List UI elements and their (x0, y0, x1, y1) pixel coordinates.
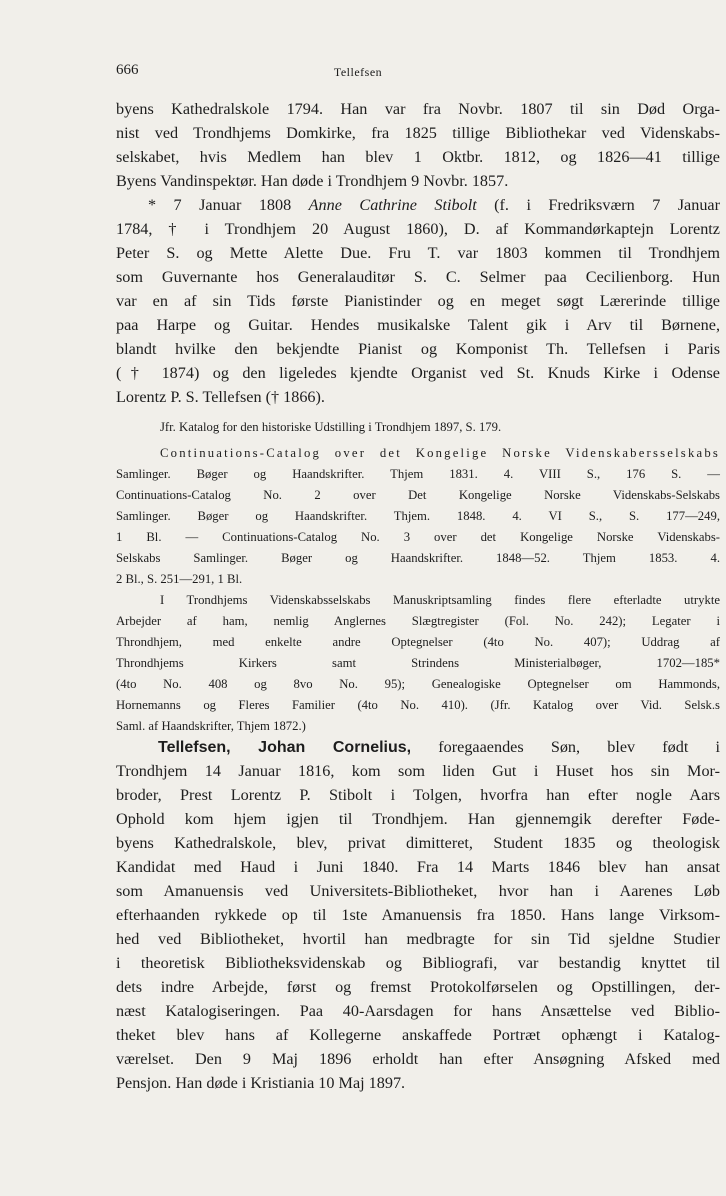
reference-line: Arbejder af ham, nemlig Anglernes Slægtregister (Fol. No. 242); Legater i (116, 614, 720, 628)
reference-line: Continuations-Catalog No. 2 over Det Kongelige Norske Videnskabs-Selskabs (116, 488, 720, 502)
text-line: nist ved Trondhjems Domkirke, fra 1825 tillige Bibliothekar ved Videnskabs- (116, 124, 720, 142)
entry-heading: Tellefsen, Johan Cornelius, (158, 739, 412, 756)
text-line: som Guvernante hos Generalauditør S. C. Selmer paa Cecilienborg. Hun (116, 268, 720, 286)
reference-line: Throndhjem, med enkelte andre Optegnelser (4to No. 407); Uddrag af (116, 635, 720, 649)
text-line: som Amanuensis ved Universitets-Bibliotheket, hvor han i Aarenes Løb (116, 882, 720, 900)
reference-line: I Trondhjems Videnskabsselskabs Manuskriptsamling findes flere efterladte utrykte (160, 593, 720, 607)
reference-line: Hornemanns og Fleres Familier (4to No. 410). (Jfr. Katalog over Vid. Selsk.s (116, 698, 720, 712)
text-line: Lorentz P. S. Tellefsen († 1866). (116, 388, 325, 406)
text-line: i theoretisk Bibliotheksvidenskab og Bibliografi, var bestandig knyttet til (116, 954, 720, 972)
text-line: Byens Vandinspektør. Han døde i Trondhjem 9 Novbr. 1857. (116, 172, 509, 190)
reference-line: Samlinger. Bøger og Haandskrifter. Thjem 1831. 4. VIII S., 176 S. — (116, 467, 720, 481)
text-line: byens Kathedralskole, blev, privat dimitteret, Student 1835 og theologisk (116, 834, 720, 852)
reference-line: 2 Bl., S. 251—291, 1 Bl. (116, 572, 243, 586)
reference-line: Jfr. Katalog for den historiske Udstilling i Trondhjem 1897, S. 179. (160, 420, 502, 434)
text-line: paa Harpe og Guitar. Hendes musikalske Talent gik i Arv til Børnene, (116, 316, 720, 334)
text-line: dets indre Arbejde, først og fremst Protokolførselen og Opstillingen, der- (116, 978, 720, 996)
page-number: 666 (116, 62, 139, 78)
text-line: blandt hvilke den bekjendte Pianist og Komponist Th. Tellefsen i Paris (116, 340, 720, 358)
text-line: selskabet, hvis Medlem han blev 1 Oktbr. 1812, og 1826—41 tillige (116, 148, 720, 166)
reference-line: 1 Bl. — Continuations-Catalog No. 3 over det Kongelige Norske Videnskabs- (116, 530, 720, 544)
text-line: Ophold kom hjem igjen til Trondhjem. Han gjennemgik derefter Føde- (116, 810, 720, 828)
text-line: Kandidat med Haud i Juni 1840. Fra 14 Marts 1846 blev han ansat (116, 858, 720, 876)
reference-line: Samlinger. Bøger og Haandskrifter. Thjem. 1848. 4. VI S., S. 177—249, (116, 509, 720, 523)
text-line: theket blev hans af Kollegerne anskaffede Portræt ophængt i Katalog- (116, 1026, 720, 1044)
entry-first-line (158, 738, 720, 757)
reference-line: Continuations-Catalog over det Kongelige Norske Videnskabersselskabs (160, 446, 720, 460)
footnote-marker-text: * 7 Januar 1808 (148, 196, 309, 214)
text-line: Peter S. og Mette Alette Due. Fru T. var 1803 kommen til Trondhjem (116, 244, 720, 262)
text-line (148, 196, 720, 215)
text-line: broder, Prest Lorentz P. Stibolt i Tolgen, hvorfra han efter nogle Aars (116, 786, 720, 804)
text-line: efterhaanden rykkede op til 1ste Amanuensis fra 1850. Hans lange Virksom- (116, 906, 720, 924)
text-line: Trondhjem 14 Januar 1816, kom som liden Gut i Huset hos sin Mor- (116, 762, 720, 780)
text-line: var en af sin Tids første Pianistinder og en meget søgt Lærerinde tillige (116, 292, 720, 310)
text-line: Pensjon. Han døde i Kristiania 10 Maj 1897. (116, 1074, 406, 1092)
text-line: hed ved Bibliotheket, hvortil han medbragte for sin Tid sjeldne Studier (116, 930, 720, 948)
text-line: næst Katalogiseringen. Paa 40-Aarsdagen for hans Ansættelse ved Biblio- (116, 1002, 720, 1020)
reference-line: (4to No. 408 og 8vo No. 95); Genealogiske Optegnelser om Hammonds, (116, 677, 720, 691)
reference-line: Throndhjems Kirkers samt Strindens Ministerialbøger, 1702—185* (116, 656, 720, 670)
page-header (116, 62, 600, 86)
text-line: værelset. Den 9 Maj 1896 erholdt han efter Ansøgning Afsked med (116, 1050, 720, 1068)
text-line: († 1874) og den ligeledes kjendte Organist ved St. Knuds Kirke i Odense (116, 364, 720, 382)
text-span: (f. i Fredriksværn 7 Januar (476, 196, 720, 214)
person-name: Anne Cathrine Stibolt (308, 196, 477, 214)
text-line: byens Kathedralskole 1794. Han var fra Novbr. 1807 til sin Død Orga- (116, 100, 720, 118)
reference-line: Selskabs Samlinger. Bøger og Haandskrifter. 1848—52. Thjem 1853. 4. (116, 551, 720, 565)
text-span: foregaaendes Søn, blev født i (411, 738, 721, 756)
running-title: Tellefsen (333, 65, 383, 79)
text-line: 1784, † i Trondhjem 20 August 1860), D. af Kommandørkaptejn Lorentz (116, 220, 720, 238)
reference-line: Saml. af Haandskrifter, Thjem 1872.) (116, 719, 306, 733)
